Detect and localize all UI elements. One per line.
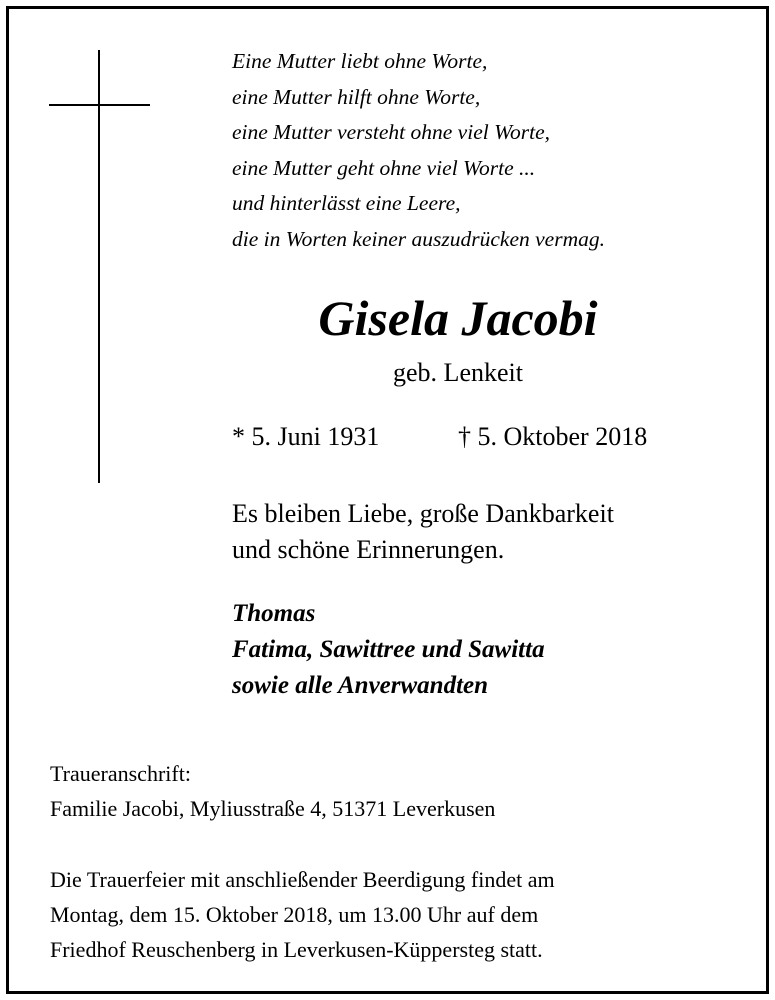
cross-vertical-bar (98, 50, 100, 483)
thanks-line: und schöne Erinnerungen. (232, 535, 505, 564)
mourners-list (232, 596, 545, 704)
mourner-line: sowie alle Anverwandten (232, 672, 489, 699)
ceremony-info (50, 862, 555, 967)
address-label: Traueranschrift: (50, 761, 191, 786)
address-value: Familie Jacobi, Myliusstraße 4, 51371 Leverkusen (50, 796, 496, 821)
birth-date: * 5. Juni 1931 (232, 422, 380, 451)
death-date: † 5. Oktober 2018 (458, 422, 648, 451)
poem-line: eine Mutter hilft ohne Worte, (232, 84, 481, 109)
poem-line: eine Mutter versteht ohne viel Worte, (232, 120, 551, 144)
birth-name: geb. Lenkeit (393, 358, 523, 387)
poem-line: und hinterlässt eine Leere, (232, 191, 461, 215)
poem-line: Eine Mutter liebt ohne Worte, (232, 49, 488, 73)
mourner-line: Thomas (232, 600, 316, 627)
ceremony-line: Montag, dem 15. Oktober 2018, um 13.00 Uhr auf dem (50, 902, 539, 927)
mourning-address (50, 756, 495, 826)
mourner-line: Fatima, Sawittree und Sawitta (232, 636, 545, 663)
poem (232, 44, 605, 257)
thanks-text (232, 496, 614, 568)
ceremony-line: Friedhof Reuschenberg in Leverkusen-Küppersteg statt. (50, 937, 543, 962)
deceased-name: Gisela Jacobi (318, 290, 598, 346)
cross-horizontal-bar (49, 104, 150, 106)
thanks-line: Es bleiben Liebe, große Dankbarkeit (232, 499, 614, 528)
poem-line: die in Worten keiner auszudrücken vermag. (232, 226, 605, 251)
ceremony-line: Die Trauerfeier mit anschließender Beerdigung findet am (50, 867, 555, 892)
poem-line: eine Mutter geht ohne viel Worte ... (232, 155, 536, 180)
